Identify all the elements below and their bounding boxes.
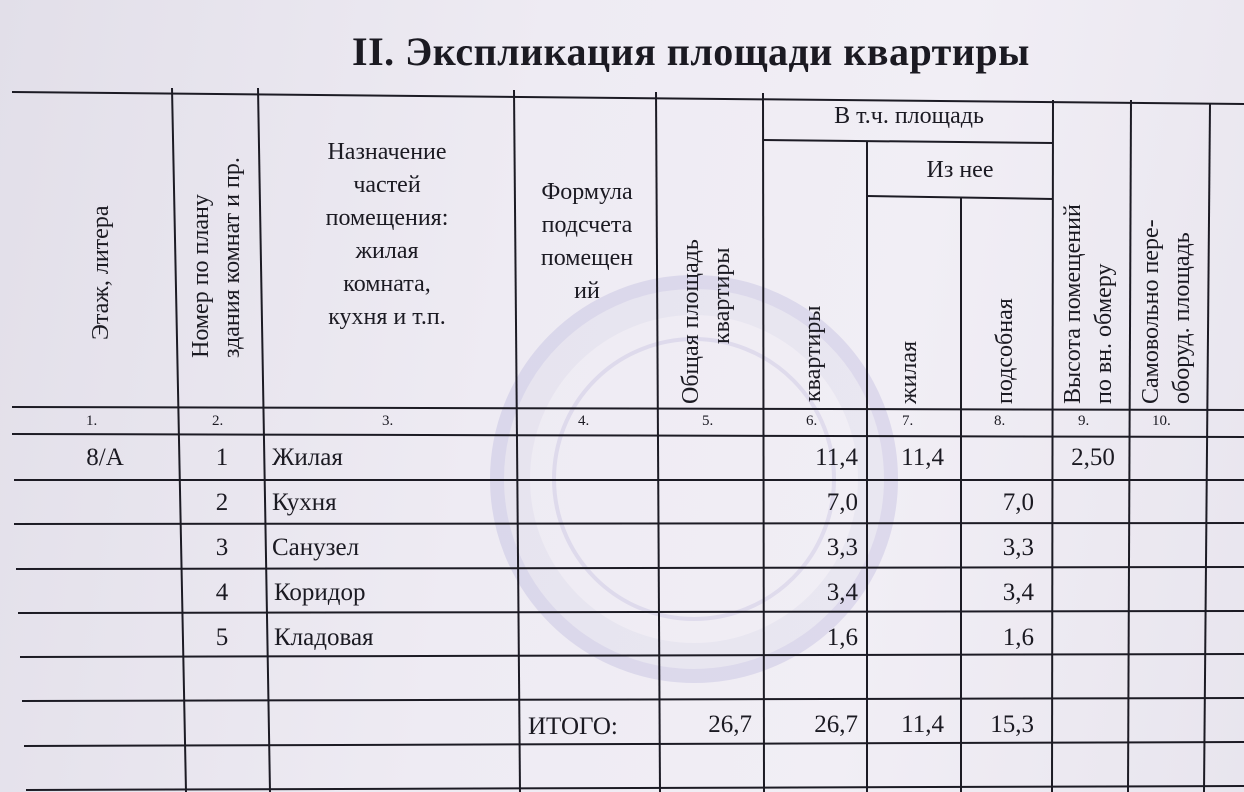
header-floor: Этаж, литера — [88, 205, 114, 340]
cell-room-name: Кладовая — [274, 624, 374, 651]
header-of-it-group: Из нее — [926, 157, 994, 183]
cell-room-name: Жилая — [272, 444, 343, 471]
cell-apartment-area: 11,4 — [815, 444, 858, 471]
cell-apartment-area: 3,4 — [826, 579, 858, 606]
cell-living-area: 11,4 — [901, 444, 944, 471]
header-apartment: квартиры — [800, 305, 826, 402]
cell-auxiliary-area: 3,3 — [1002, 534, 1034, 561]
header-total-area: Общая площадь квартиры — [678, 239, 735, 404]
total-apartment-area: 26,7 — [814, 711, 858, 738]
cell-room-name: Коридор — [274, 579, 366, 606]
col-number: 10. — [1152, 413, 1171, 429]
cell-auxiliary-area: 3,4 — [1002, 579, 1034, 606]
header-auxiliary: подсобная — [992, 298, 1018, 404]
cell-room-name: Кухня — [272, 489, 337, 516]
header-formula: Формула подсчета помещен ий — [540, 179, 634, 304]
cell-room-number: 2 — [215, 489, 229, 516]
cell-auxiliary-area: 7,0 — [1002, 489, 1034, 516]
col-number: 7. — [902, 413, 914, 429]
header-purpose: Назначение частей помещения: жилая комната, кухня и т.п. — [325, 139, 449, 330]
header-area-group: В т.ч. площадь — [834, 103, 984, 129]
col-number: 4. — [578, 413, 590, 429]
document-title: II. Экспликация площади квартиры — [352, 29, 1030, 74]
cell-room-name: Санузел — [272, 534, 360, 561]
header-room-height: Высота помещений по вн. обмеру — [1060, 204, 1117, 404]
col-number: 9. — [1078, 413, 1090, 429]
col-number: 2. — [212, 413, 224, 429]
cell-apartment-area: 7,0 — [826, 489, 858, 516]
header-plan-number: Номер по плану здания комнат и пр. — [188, 157, 245, 358]
total-living-area: 11,4 — [901, 711, 944, 738]
cell-auxiliary-area: 1,6 — [1002, 624, 1034, 651]
col-number: 1. — [86, 413, 98, 429]
total-area: 26,7 — [708, 711, 752, 738]
header-living: жилая — [896, 340, 922, 404]
total-label: ИТОГО: — [528, 713, 618, 740]
total-auxiliary-area: 15,3 — [990, 711, 1034, 738]
cell-floor: 8/A — [86, 444, 124, 471]
col-number: 6. — [806, 413, 818, 429]
cell-room-number: 5 — [215, 624, 229, 651]
col-number: 8. — [994, 413, 1006, 429]
cell-height: 2,50 — [1071, 444, 1115, 471]
cell-apartment-area: 1,6 — [826, 624, 858, 651]
header-unauthorized-area: Самовольно пере- оборуд. площадь — [1138, 219, 1195, 404]
col-number: 5. — [702, 413, 714, 429]
cell-room-number: 1 — [215, 444, 229, 471]
col-number: 3. — [382, 413, 394, 429]
cell-room-number: 4 — [215, 579, 229, 606]
cell-apartment-area: 3,3 — [826, 534, 858, 561]
cell-room-number: 3 — [215, 534, 229, 561]
